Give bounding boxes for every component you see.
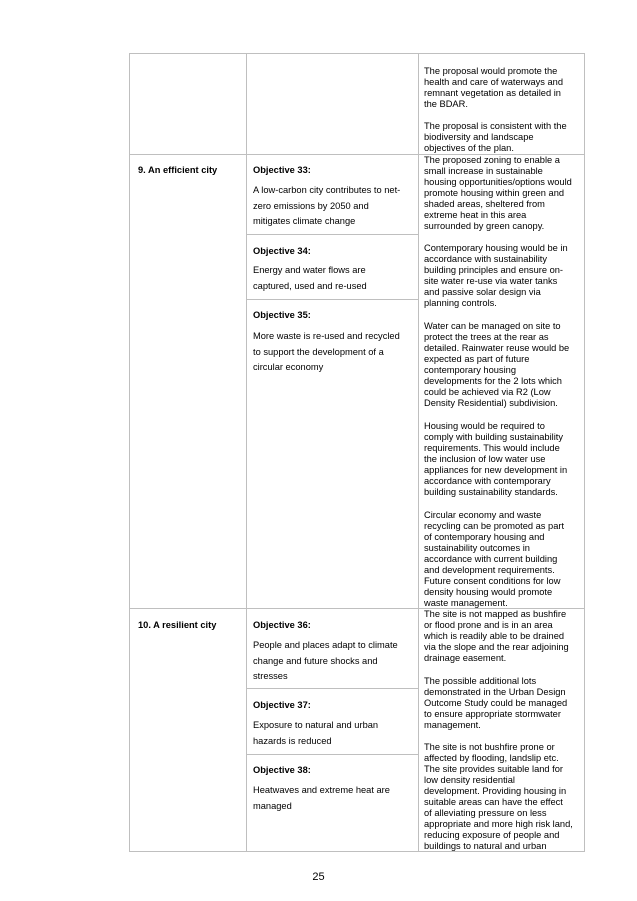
planning-table bbox=[129, 53, 585, 852]
row1-para-1: The proposed zoning to enable a small increase in sustainable housing opportunities/options would promote housing within green and shaded areas, sheltered from extreme heat in this area surrounded by green canopy. bbox=[424, 155, 572, 231]
direction-resilient-city: 10. A resilient city bbox=[138, 620, 217, 630]
direction-efficient-city: 9. An efficient city bbox=[138, 165, 218, 175]
row1-para-3: Water can be managed on site to protect the trees at the rear as detailed. Rainwater reuse would be expected as part of future contemporary housing developments for the 2 lots which could be achieved via R2 (Low Density Residential) subdivision. bbox=[424, 321, 570, 408]
row2-para-1: The site is not mapped as bushfire or flood prone and is in an area which is readily able to be drained via the slope and the rear adjoining drainage easement. bbox=[424, 609, 569, 663]
row1-para-2: Contemporary housing would be in accordance with sustainability building principles and ensure on- site water re-use via water tanks and passive solar design via planning controls. bbox=[424, 243, 568, 308]
objective-divider-34 bbox=[246, 299, 418, 300]
objective-33-title: Objective 33: bbox=[253, 165, 311, 175]
objective-33-text: A low-carbon city contributes to net- zero emissions by 2050 and mitigates climate change bbox=[253, 185, 401, 226]
objective-38-text: Heatwaves and extreme heat are managed bbox=[253, 785, 390, 811]
row1-para-5: Circular economy and waste recycling can be promoted as part of contemporary housing and sustainability outcomes in accordance with current building and development requirements. Future consent conditions for low density housing would promote waste management. bbox=[424, 510, 565, 608]
objective-divider-37 bbox=[246, 754, 418, 755]
objective-35-title: Objective 35: bbox=[253, 310, 311, 320]
objective-34-text: Energy and water flows are captured, used and re-used bbox=[253, 265, 367, 291]
page-number: 25 bbox=[312, 871, 325, 883]
column-divider-2 bbox=[418, 54, 419, 851]
row1-para-4: Housing would be required to comply with building sustainability requirements. This would include the inclusion of low water use appliances for new development in accordance with contemporary building sustainability standards. bbox=[424, 421, 568, 497]
objective-divider-36 bbox=[246, 688, 418, 689]
objective-34-title: Objective 34: bbox=[253, 246, 311, 256]
objective-36-text: People and places adapt to climate change and future shocks and stresses bbox=[253, 640, 398, 681]
row0-para-2: The proposal is consistent with the biodiversity and landscape objectives of the plan. bbox=[424, 121, 567, 153]
objective-36-title: Objective 36: bbox=[253, 620, 311, 630]
row2-para-2: The possible additional lots demonstrated in the Urban Design Outcome Study could be managed to ensure appropriate stormwater management. bbox=[424, 676, 568, 730]
objective-38-title: Objective 38: bbox=[253, 765, 311, 775]
objective-divider-33 bbox=[246, 234, 418, 235]
column-divider-1 bbox=[246, 54, 247, 851]
row0-para-1: The proposal would promote the health and care of waterways and remnant vegetation as detailed in the BDAR. bbox=[424, 66, 564, 109]
objective-37-text: Exposure to natural and urban hazards is reduced bbox=[253, 720, 379, 746]
objective-35-text: More waste is re-used and recycled to support the development of a circular economy bbox=[253, 331, 400, 372]
objective-37-title: Objective 37: bbox=[253, 700, 311, 710]
row2-para-3: The site is not bushfire prone or affected by flooding, landslip etc. The site provides suitable land for low density residential development. Providing housing in suitable areas can have the effect of alleviating pressure on less appropriate and more high risk land, reducing exposure of people and buildings to natural and urban bbox=[424, 742, 573, 851]
